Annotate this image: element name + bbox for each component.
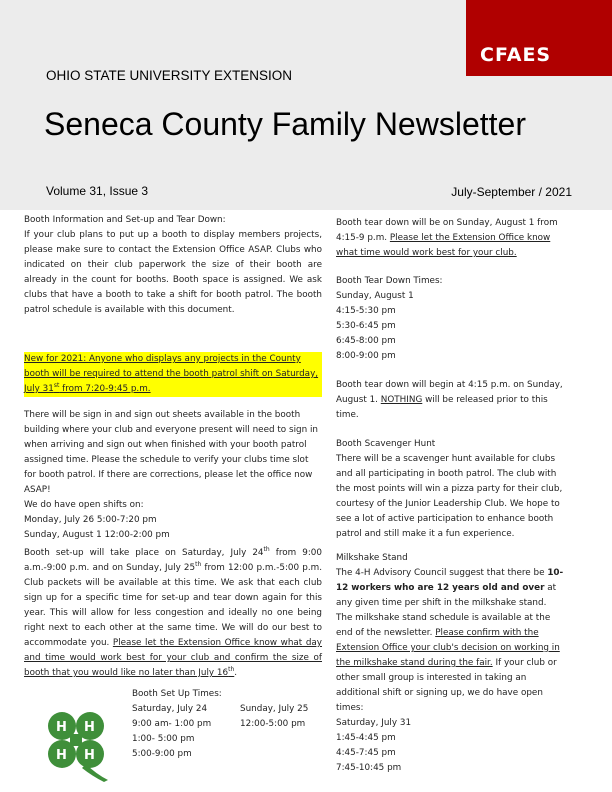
signin-text: There will be sign in and sign out sheets available in the booth building where your club and everyone present will need to sign in when arriving and sign out when finished with your booth patrol assigned time. Please the schedule to verify your clubs time slot for booth patrol. If there are corrections, please let the office now ASAP! <box>24 410 318 495</box>
setup-times-heading: Booth Set Up Times: <box>132 689 222 699</box>
milkshake-heading: Milkshake Stand <box>336 553 408 563</box>
left-column <box>24 213 322 318</box>
booth-body: If your club plans to put up a booth to display members projects, please make sure to contact the Extension Office ASAP. Clubs who indicated on their club paperwork the size of their booth are already in the count for booths. Booth space is assigned. We ask clubs that have a booth to take a shift for booth patrol. The booth patrol schedule is available with this document. <box>24 230 322 315</box>
teardown-begin-part-a: Booth tear down will begin at 4:15 p.m. on Sunday, August 1. <box>336 380 563 405</box>
setup-end: . <box>234 668 238 678</box>
teardown-slot-1: 4:15-5:30 pm <box>336 306 396 316</box>
milkshake-stand <box>336 551 564 776</box>
milkshake-day: Saturday, July 31 <box>336 718 412 728</box>
new-2021-sup: st <box>53 382 60 390</box>
issue-date: July-September / 2021 <box>451 185 572 199</box>
setup-sup-2: th <box>195 561 202 569</box>
teardown-slot-3: 6:45-8:00 pm <box>336 336 396 346</box>
4h-clover-logo <box>34 706 134 782</box>
setup-part-1: Booth set-up will take place on Saturday, July 24 <box>24 548 264 558</box>
teardown-day: Sunday, August 1 <box>336 291 414 301</box>
scavenger-hunt-body: There will be a scavenger hunt available for clubs and all participating in booth patrol. The club with the most points will win a pizza party for their club, courtesy of the Junior Leadership Club. We hope to see a lot of active participation to enhance booth patrol and still make it a fun experience. <box>336 454 563 539</box>
open-shifts-label: We do have open shifts on: <box>24 500 144 510</box>
teardown-begin <box>336 378 564 423</box>
new-2021-text <box>24 352 322 397</box>
new-2021-part-a: New for 2021: Anyone who displays any projects in the County booth will be required to attend the booth patrol shift on Saturday, July 31 <box>24 354 319 394</box>
clover-h-2: H <box>84 720 95 735</box>
setup-sup-1: th <box>263 546 270 554</box>
new-2021-notice <box>24 352 322 397</box>
teardown-slot-2: 5:30-6:45 pm <box>336 321 396 331</box>
milkshake-part-d: If your club or other small group is interested in taking an additional shift or signing up, we do have open times: <box>336 658 557 713</box>
teardown-slot-4: 8:00-9:00 pm <box>336 351 396 361</box>
sunday-label: Sunday, July 25 <box>240 704 309 714</box>
saturday-label: Saturday, July 24 <box>132 704 208 714</box>
teardown-intro-underlined: Please let the Extension Office know what time would work best for your club. <box>336 233 551 258</box>
setup-underlined-sup: th <box>228 666 235 674</box>
setup-times-sunday <box>240 702 330 732</box>
teardown-nothing: NOTHING <box>380 395 423 405</box>
milkshake-confirm-underlined: Please confirm with the Extension Office your club's decision on working in the milkshake stand during the fair. <box>336 628 560 668</box>
newsletter-title: Seneca County Family Newsletter <box>44 106 526 142</box>
newsletter-header <box>0 0 612 210</box>
cfaes-logo <box>466 0 612 76</box>
open-shift-2: Sunday, August 1 12:00-2:00 pm <box>24 530 170 540</box>
saturday-slot-1: 9:00 am- 1:00 pm <box>132 719 212 729</box>
org-name: OHIO STATE UNIVERSITY EXTENSION <box>46 68 293 83</box>
open-shift-1: Monday, July 26 5:00-7:20 pm <box>24 515 157 525</box>
setup-times-saturday <box>132 687 252 762</box>
saturday-slot-3: 5:00-9:00 pm <box>132 749 192 759</box>
cfaes-logo-text: CFAES <box>480 44 552 66</box>
booth-heading: Booth Information and Set-up and Tear Down: <box>24 215 226 225</box>
volume-issue: Volume 31, Issue 3 <box>46 184 149 198</box>
scavenger-hunt <box>336 437 564 542</box>
milkshake-slot-3: 7:45-10:45 pm <box>336 763 402 773</box>
teardown-begin-text <box>336 378 564 423</box>
milkshake-slot-1: 1:45-4:45 pm <box>336 733 396 743</box>
scavenger-hunt-heading: Booth Scavenger Hunt <box>336 439 436 449</box>
clover-h-1: H <box>56 720 67 735</box>
clover-h-3: H <box>56 748 67 763</box>
setup-part-2: from 9:00 a.m.-9:00 p.m. and on Sunday, July 25 <box>24 548 323 573</box>
clover-center <box>70 734 82 746</box>
milkshake-body <box>336 566 564 716</box>
milkshake-part-a: The 4-H Advisory Council suggest that there be <box>336 568 548 578</box>
clover-h-4: H <box>84 748 95 763</box>
milkshake-part-c: at any given time per shift in the milkshake stand. The milkshake stand schedule is available at the end of the newsletter. <box>336 583 557 638</box>
teardown-intro <box>336 216 564 261</box>
setup-underlined-text: Please let the Extension Office know what day and time would work best for your club and confirm the size of booth that you would like no later than July 16 <box>24 638 323 678</box>
new-2021-part-b: from 7:20-9:45 p.m. <box>59 384 151 394</box>
teardown-times-heading: Booth Tear Down Times: <box>336 276 443 286</box>
saturday-slot-2: 1:00- 5:00 pm <box>132 734 195 744</box>
milkshake-slot-2: 4:45-7:45 pm <box>336 748 396 758</box>
signin-block <box>24 408 322 543</box>
sunday-slot-1: 12:00-5:00 pm <box>240 719 306 729</box>
teardown-intro-text: Booth tear down will be on Sunday, August 1 from 4:15-9 p.m. <box>336 218 558 243</box>
setup-block <box>24 546 322 681</box>
teardown-begin-part-b: will be released prior to this time. <box>336 395 548 420</box>
right-column-teardown <box>336 216 564 261</box>
milkshake-workers-bold: 10-12 workers who are 12 years old and over <box>336 568 564 593</box>
teardown-times <box>336 274 564 364</box>
setup-part-3: from 12:00 p.m.-5:00 p.m. Club packets will be available at this time. We ask that each club sign up for a specific time for set-up and tear down again for this year. This will allow for less congestion and ideally no one being right next to each other at the same time. We will do our best to accommodate you. <box>24 563 322 648</box>
setup-text <box>24 546 322 681</box>
